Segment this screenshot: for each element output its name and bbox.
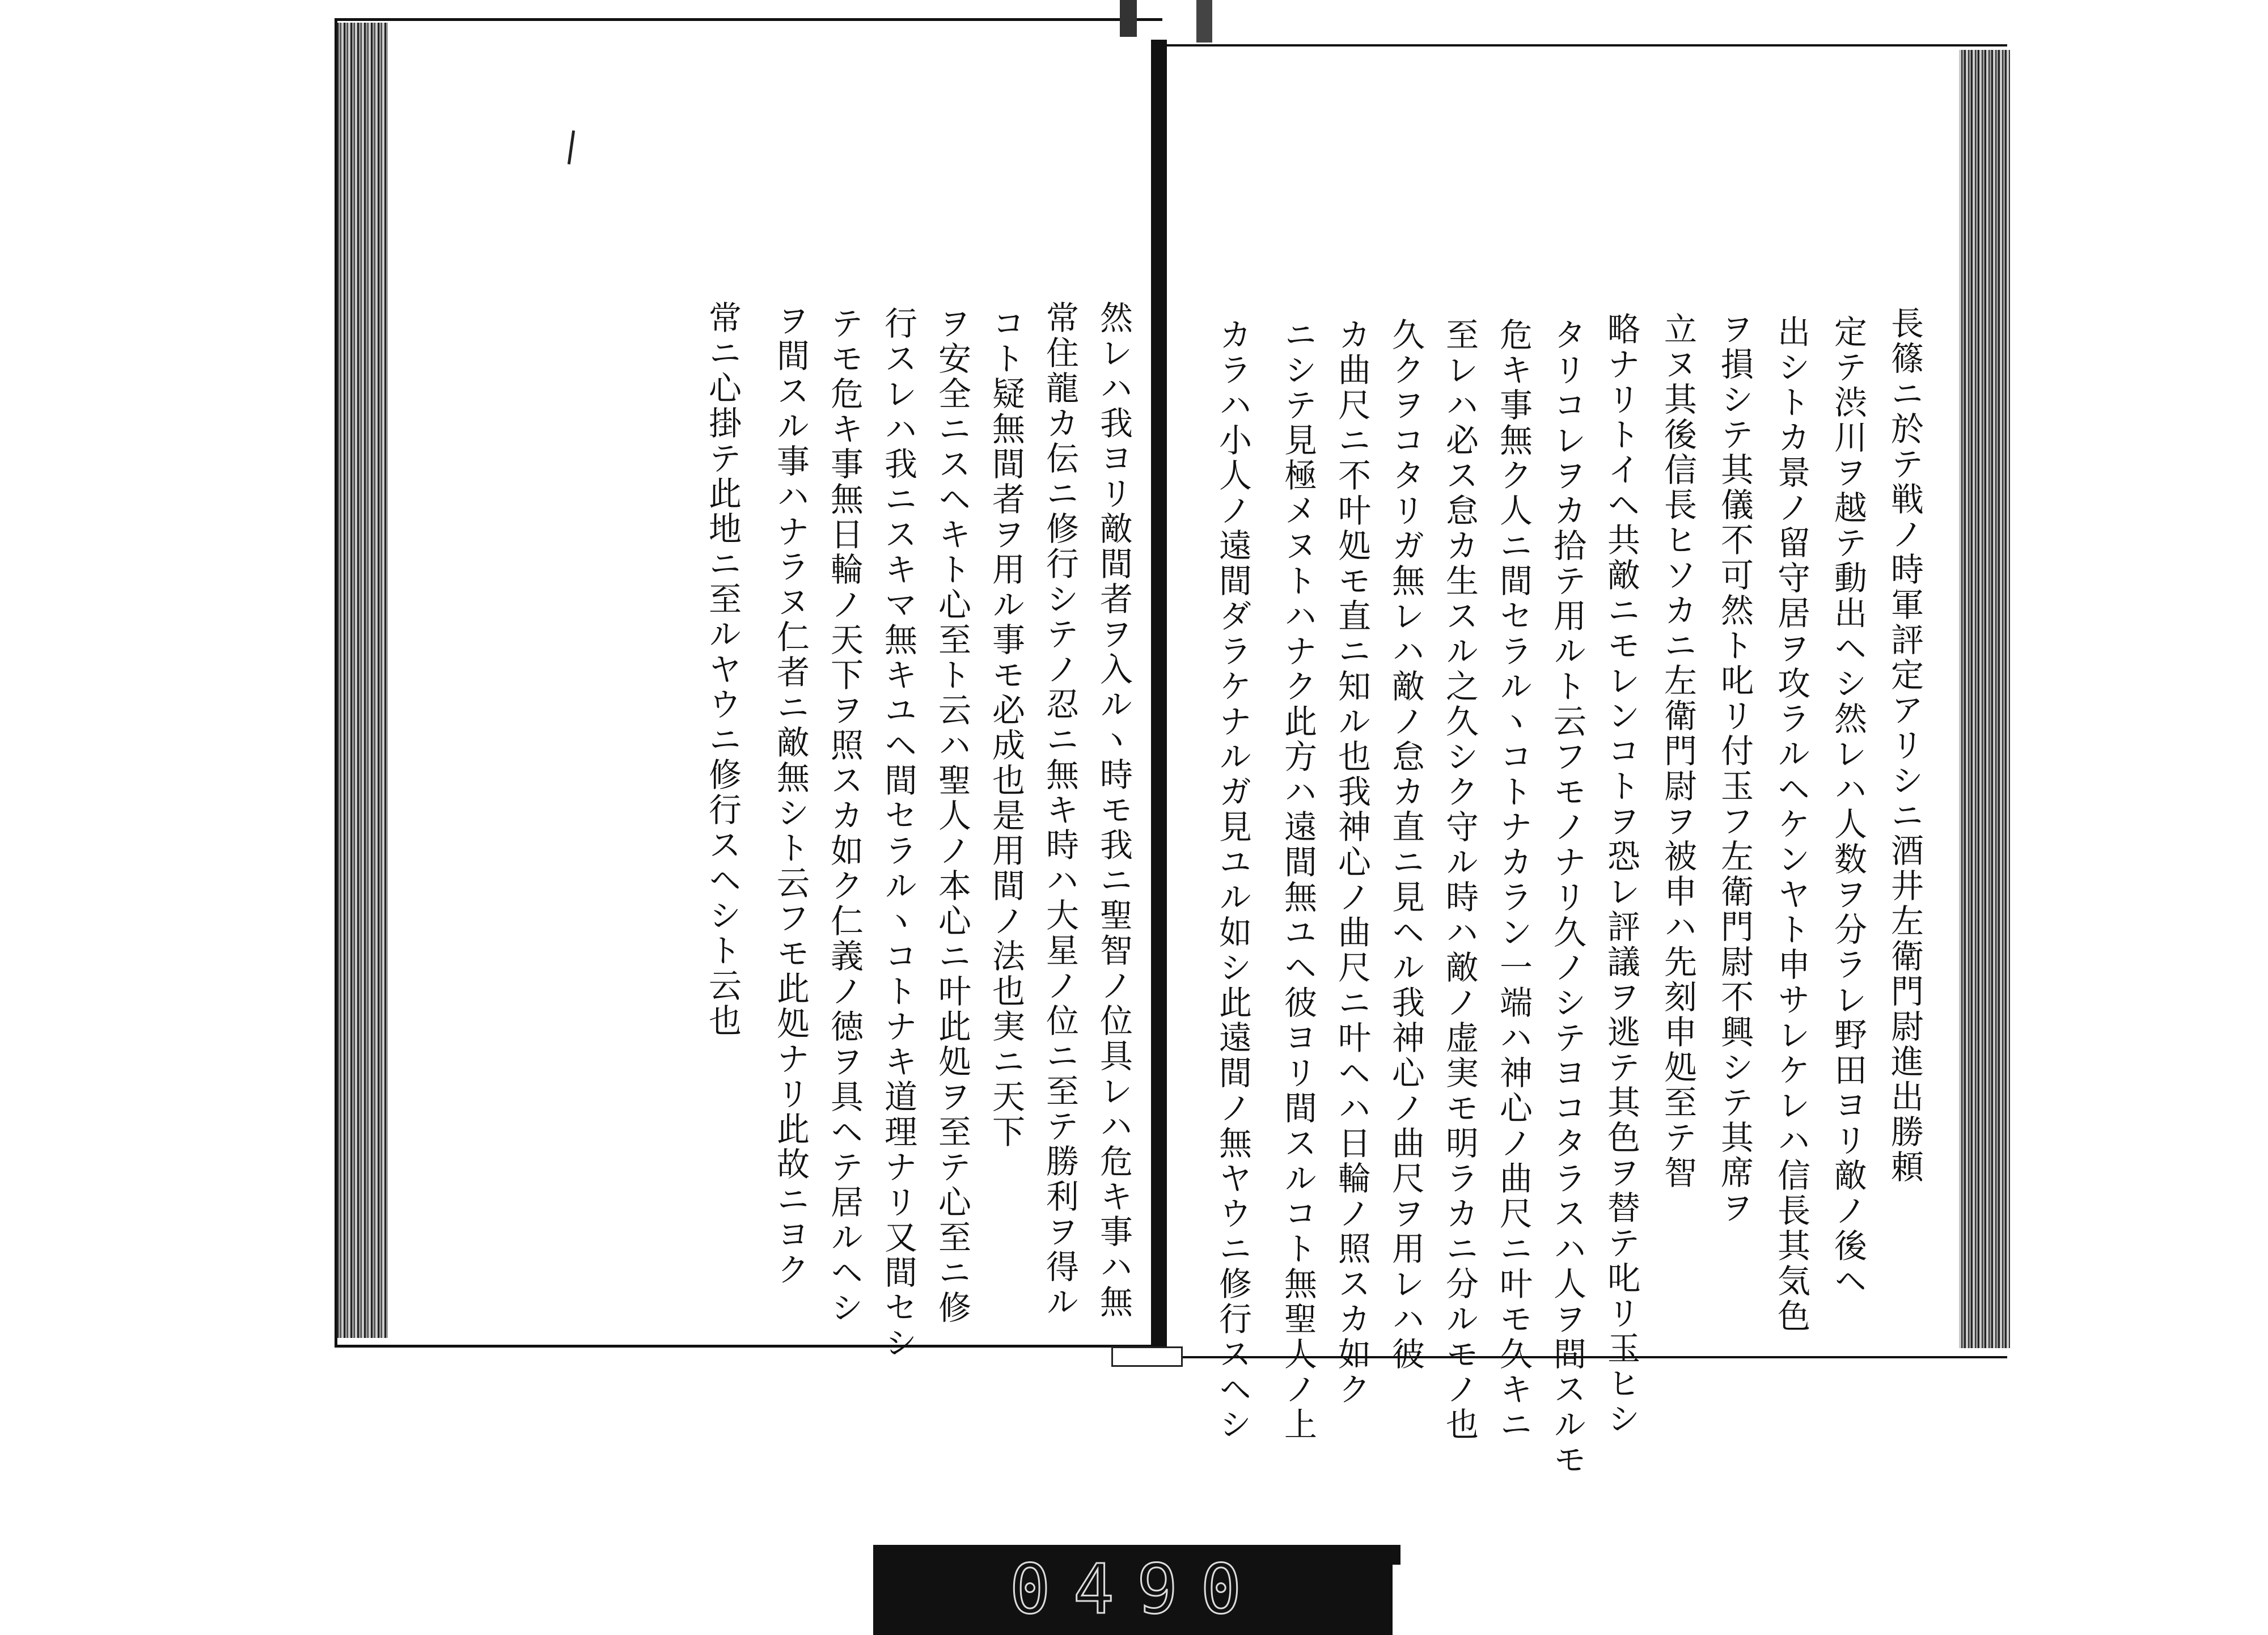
text-column: 然レハ我ヨリ敵間者ヲ入ルヽ時モ我ニ聖智ノ位具レハ危キ事ハ無: [1094, 300, 1133, 1320]
left-page-edge: [337, 23, 388, 1338]
text-column: 略ナリトイヘ共敵ニモレンコトヲ恐レ評議ヲ逃テ其色ヲ替テ叱リ玉ヒシ: [1602, 312, 1640, 1437]
page-number-tab: [1389, 1565, 1415, 1635]
text-column: 行スレハ我ニスキマ無キユヘ間セラルヽコトナキ道理ナリ又間セシ: [879, 306, 917, 1361]
gutter-top-mark: [1120, 0, 1137, 37]
text-column: 長篠ニ於テ戦ノ時軍評定アリシニ酒井左衛門尉進出勝頼: [1885, 306, 1924, 1185]
text-column: ヲ間スル事ハナラヌ仁者ニ敵無シト云フモ此処ナリ此故ニヨク: [771, 303, 810, 1287]
text-column: ヲ損シテ其儀不可然ト叱リ付玉フ左衛門尉不興シテ其席ヲ: [1715, 312, 1754, 1226]
text-column: 出シトカ景ノ留守居ヲ攻ラルヘケンヤト申サレケレハ信長其気色: [1772, 315, 1810, 1334]
page-number-stamp: [873, 1545, 1400, 1635]
text-column: タリコレヲカ拾テ用ルト云フモノナリ久ノシテヨコタラスハ人ヲ間スルモ: [1548, 317, 1586, 1477]
left-book-page: [335, 18, 1162, 1348]
text-column: カラハ小人ノ遠間ダラケナルガ見ユル如シ此遠間ノ無ヤウニ修行スヘシ: [1213, 317, 1252, 1442]
gutter-top-mark-2: [1196, 0, 1212, 43]
text-column: 常住龍カ伝ニ修行シテノ忍ニ無キ時ハ大星ノ位ニ至テ勝利ヲ得ル: [1040, 300, 1079, 1320]
text-column: コト疑無間者ヲ用ル事モ必成也是用間ノ法也実ニ天下: [987, 306, 1025, 1150]
text-column: カ曲尺ニ不叶処モ直ニ知ル也我神心ノ曲尺ニ叶ヘハ日輪ノ照スカ如ク: [1332, 317, 1371, 1407]
book-gutter: [1151, 40, 1167, 1349]
page-number: 0490: [1009, 1551, 1264, 1629]
text-column: 立ヌ其後信長ヒソカニ左衛門尉ヲ被申ハ先刻申処至テ智: [1658, 312, 1697, 1191]
text-column: 定テ渋川ヲ越テ動出ヘシ然レハ人数ヲ分ラレ野田ヨリ敵ノ後ヘ: [1829, 315, 1867, 1299]
text-column: 危キ事無ク人ニ間セラルヽコトナカラン一端ハ神心ノ曲尺ニ叶モ久キニ: [1494, 317, 1533, 1442]
text-column: ニシテ見極メヌトハナク此方ハ遠間無ユヘ彼ヨリ間スルコト無聖人ノ上: [1279, 317, 1317, 1442]
text-column: 常ニ心掛テ此地ニ至ルヤウニ修行スヘシト云也: [703, 300, 742, 1039]
text-column: テモ危キ事無日輪ノ天下ヲ照スカ如ク仁義ノ徳ヲ具ヘテ居ルヘシ: [825, 306, 864, 1325]
text-column: 久クヲコタリガ無レハ敵ノ怠カ直ニ見ヘル我神心ノ曲尺ヲ用レハ彼: [1386, 317, 1425, 1372]
text-column: ヲ安全ニスヘキト心至ト云ハ聖人ノ本心ニ叶此処ヲ至テ心至ニ修: [933, 306, 971, 1325]
right-page-edge: [1959, 50, 2010, 1348]
text-column: 至レハ必ス怠カ生スル之久シク守ル時ハ敵ノ虚実モ明ラカニ分ルモノ也: [1440, 317, 1479, 1442]
binding-clip: [1111, 1346, 1183, 1367]
